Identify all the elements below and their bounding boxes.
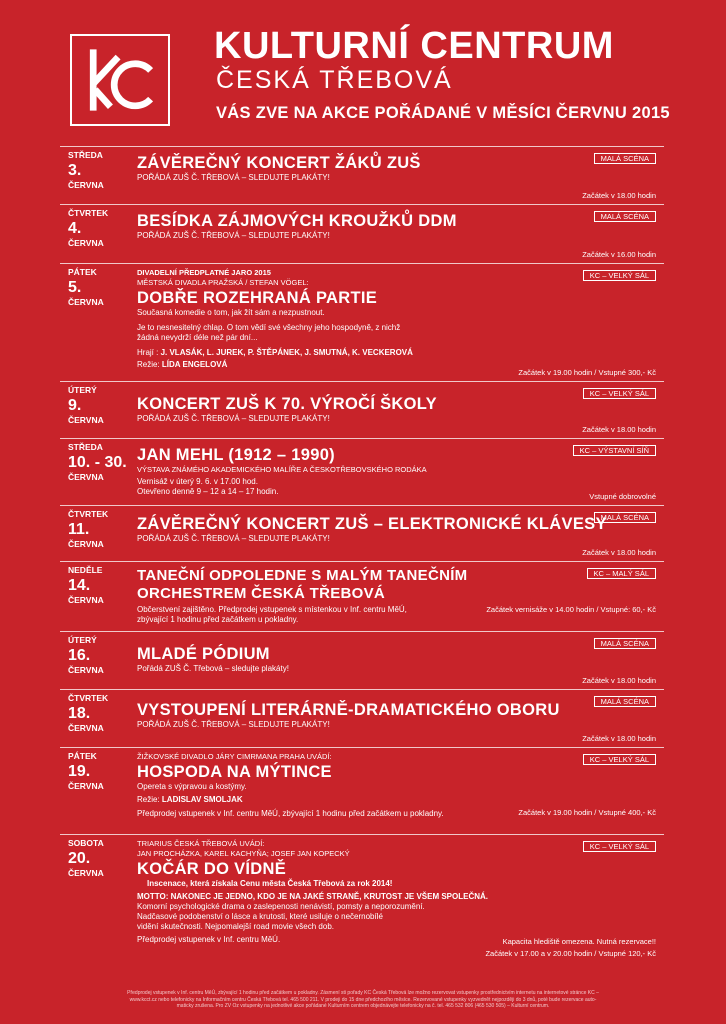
event-month: ČERVNA bbox=[68, 723, 104, 733]
venue-badge: KC – VELKÝ SÁL bbox=[583, 270, 656, 281]
event-description: Je to nesnesitelný chlap. O tom vědí své všechny jeho hospodyně, z nichž bbox=[137, 323, 401, 332]
event-time: Začátek v 19.00 hodin / Vstupné 400,- Kč bbox=[518, 808, 656, 817]
event-content bbox=[137, 211, 557, 241]
event-title: TANEČNÍ ODPOLEDNE S MALÝM TANEČNÍM bbox=[137, 567, 468, 584]
event-date bbox=[68, 208, 134, 249]
event-description: Otevřeno denně 9 – 12 a 14 – 17 hodin. bbox=[137, 487, 279, 496]
event-description: Opereta s výpravou a kostýmy. bbox=[137, 782, 247, 791]
event-number: 18. bbox=[68, 705, 91, 722]
event-item bbox=[60, 146, 664, 204]
event-item bbox=[60, 263, 664, 381]
event-time: Začátek vernisáže v 14.00 hodin / Vstupné: 60,- Kč bbox=[486, 605, 656, 614]
header bbox=[0, 0, 726, 140]
event-number: 14. bbox=[68, 577, 91, 594]
event-time: Začátek v 18.00 hodin bbox=[582, 191, 656, 200]
event-content bbox=[137, 567, 557, 625]
event-title-line2: ORCHESTREM ČESKÁ TŘEBOVÁ bbox=[137, 585, 386, 602]
event-info: POŘÁDÁ ZUŠ Č. TŘEBOVÁ – SLEDUJTE PLAKÁTY! bbox=[137, 720, 330, 729]
event-date bbox=[68, 442, 134, 483]
event-number: 10. - 30. bbox=[68, 454, 127, 471]
venue-badge: MALÁ SCÉNA bbox=[594, 512, 656, 523]
footer-note bbox=[80, 990, 646, 1010]
event-motto: MOTTO: NAKONEC JE JEDNO, KDO JE NA JAKÉ STRANĚ, KRUTOST JE VŠEM SPOLEČNÁ. bbox=[137, 892, 489, 901]
event-day: NEDĚLE bbox=[68, 565, 103, 575]
event-title: DOBŘE ROZEHRANÁ PARTIE bbox=[137, 289, 378, 307]
event-day: PÁTEK bbox=[68, 751, 97, 761]
director-label: Režie: bbox=[137, 795, 160, 804]
event-month: ČERVNA bbox=[68, 472, 104, 482]
event-authors: JAN PROCHÁZKA, KAREL KACHYŇA; JOSEF JAN KOPECKÝ bbox=[137, 849, 350, 858]
event-note: Kapacita hlediště omezena. Nutná rezervace!! bbox=[502, 937, 656, 946]
event-time: Začátek v 19.00 hodin / Vstupné 300,- Kč bbox=[518, 368, 656, 377]
event-series: DIVADELNÍ PŘEDPLATNÉ JARO 2015 bbox=[137, 268, 271, 277]
event-month: ČERVNA bbox=[68, 180, 104, 190]
footer-line: Předprodej vstupenek v Inf. centru MěÚ, zbývající 1 hodinu před začátkem u pokladny. Zásmení sti pořady KC Česká Třebová lze možno rezervovat vstupenky prostřednictvím internetu na internetové stránce KC – bbox=[127, 990, 599, 996]
event-time: Začátek v 16.00 hodin bbox=[582, 250, 656, 259]
event-title: KONCERT ZUŠ K 70. VÝROČÍ ŠKOLY bbox=[137, 395, 437, 413]
cast-label: Hrají : bbox=[137, 348, 159, 357]
event-description: Nadčasové podobenství o lásce a krutosti, které usiluje o nečernobílé bbox=[137, 912, 383, 921]
event-date bbox=[68, 751, 134, 792]
event-title: JAN MEHL (1912 – 1990) bbox=[137, 446, 335, 464]
event-admission: Vstupné dobrovolné bbox=[589, 492, 656, 501]
footer-line: www.kcct.cz nebo telefonicky na Informačním centru Česká Třebová tel. 465 500 211. V prodeji do 15 dne předchozího měsíce. Rezervované vstupenky vyzvednět nejpozději do 3 dnů, poté bude rezervace auto- bbox=[129, 996, 597, 1003]
event-month: ČERVNA bbox=[68, 665, 104, 675]
event-item bbox=[60, 505, 664, 561]
event-month: ČERVNA bbox=[68, 868, 104, 878]
event-item bbox=[60, 561, 664, 631]
event-content bbox=[137, 839, 557, 945]
event-day: PÁTEK bbox=[68, 267, 97, 277]
event-info: VÝSTAVA ZNÁMÉHO AKADEMICKÉHO MALÍŘE A ČESKOTŘEBOVSKÉHO RODÁKA bbox=[137, 465, 427, 474]
venue-badge: KC – VÝSTAVNÍ SÍŇ bbox=[573, 445, 656, 456]
event-description: Předprodej vstupenek v Inf. centru MěÚ, zbývající 1 hodinu před začátkem u pokladny. bbox=[137, 809, 444, 818]
director-name: LADISLAV SMOLJAK bbox=[161, 795, 243, 804]
event-month: ČERVNA bbox=[68, 297, 104, 307]
event-number: 3. bbox=[68, 162, 82, 179]
event-description: Vernisáž v úterý 9. 6. v 17.00 hod. bbox=[137, 477, 258, 486]
event-description: Občerstvení zajištěno. Předprodej vstupenek s místenkou v Inf. centru MěÚ, bbox=[137, 605, 407, 614]
event-info: POŘÁDÁ ZUŠ Č. TŘEBOVÁ – SLEDUJTE PLAKÁTY! bbox=[137, 231, 330, 240]
event-info: POŘÁDÁ ZUŠ Č. TŘEBOVÁ – SLEDUJTE PLAKÁTY! bbox=[137, 173, 330, 182]
event-presenter: ŽIŽKOVSKÉ DIVADLO JÁRY CIMRMANA PRAHA UVÁDÍ: bbox=[137, 752, 332, 761]
invitation-line: VÁS ZVE NA AKCE POŘÁDANÉ V MĚSÍCI ČERVNU 2015 bbox=[216, 104, 670, 122]
event-director bbox=[137, 795, 557, 805]
event-month: ČERVNA bbox=[68, 781, 104, 791]
event-title: HOSPODA NA MÝTINCE bbox=[137, 763, 332, 781]
event-title: VYSTOUPENÍ LITERÁRNĚ-DRAMATICKÉHO OBORU bbox=[137, 701, 560, 719]
event-info: POŘÁDÁ ZUŠ Č. TŘEBOVÁ – SLEDUJTE PLAKÁTY! bbox=[137, 534, 330, 543]
event-time: Začátek v 18.00 hodin bbox=[582, 425, 656, 434]
event-day: ČTVRTEK bbox=[68, 509, 109, 519]
event-description: žádná nevydrží déle než pár dní... bbox=[137, 333, 258, 342]
venue-badge: KC – VELKÝ SÁL bbox=[583, 841, 656, 852]
event-number: 11. bbox=[68, 521, 90, 538]
event-date bbox=[68, 267, 134, 308]
venue-badge: MALÁ SCÉNA bbox=[594, 696, 656, 707]
event-date bbox=[68, 565, 134, 606]
event-month: ČERVNA bbox=[68, 595, 104, 605]
event-director bbox=[137, 360, 557, 370]
event-date bbox=[68, 635, 134, 676]
event-number: 19. bbox=[68, 763, 91, 780]
event-day: STŘEDA bbox=[68, 442, 103, 452]
event-description: Předprodej vstupenek v Inf. centru MěÚ. bbox=[137, 935, 281, 944]
event-cast bbox=[137, 348, 557, 358]
event-item bbox=[60, 381, 664, 438]
event-date bbox=[68, 150, 134, 191]
page-title: KULTURNÍ CENTRUM bbox=[214, 25, 614, 67]
event-title: MLADÉ PÓDIUM bbox=[137, 645, 270, 663]
cast-names: J. VLASÁK, L. JUREK, P. ŠTĚPÁNEK, J. SMUTNÁ, K. VECKEROVÁ bbox=[160, 348, 413, 357]
event-presenter: MĚSTSKÁ DIVADLA PRAŽSKÁ / STEFAN VÖGEL: bbox=[137, 278, 309, 287]
event-content bbox=[137, 514, 607, 544]
event-item bbox=[60, 689, 664, 747]
event-description: zbývající 1 hodinu před začátkem u pokladny. bbox=[137, 615, 299, 624]
event-number: 16. bbox=[68, 647, 91, 664]
event-content bbox=[137, 700, 560, 730]
kc-logo bbox=[70, 34, 170, 126]
event-day: ČTVRTEK bbox=[68, 208, 109, 218]
event-info: POŘÁDÁ ZUŠ Č. TŘEBOVÁ – SLEDUJTE PLAKÁTY! bbox=[137, 414, 330, 423]
event-day: ÚTERÝ bbox=[68, 385, 97, 395]
event-month: ČERVNA bbox=[68, 539, 104, 549]
event-month: ČERVNA bbox=[68, 415, 104, 425]
event-item bbox=[60, 747, 664, 834]
event-title: ZÁVĚREČNÝ KONCERT ZUŠ – ELEKTRONICKÉ KLÁVESY bbox=[137, 515, 607, 533]
event-date bbox=[68, 385, 134, 426]
event-day: ČTVRTEK bbox=[68, 693, 109, 703]
event-date bbox=[68, 693, 134, 734]
event-content bbox=[137, 644, 557, 674]
venue-badge: MALÁ SCÉNA bbox=[594, 638, 656, 649]
event-content bbox=[137, 268, 557, 370]
venue-badge: MALÁ SCÉNA bbox=[594, 153, 656, 164]
event-award: Inscenace, která získala Cenu města Česká Třebová za rok 2014! bbox=[147, 879, 393, 888]
event-item bbox=[60, 204, 664, 263]
director-label: Režie: bbox=[137, 360, 160, 369]
event-day: ÚTERÝ bbox=[68, 635, 97, 645]
event-description: Současná komedie o tom, jak žít sám a nezpustnout. bbox=[137, 308, 325, 317]
event-content bbox=[137, 394, 557, 424]
event-content bbox=[137, 445, 557, 497]
kc-logo-icon bbox=[72, 36, 168, 124]
venue-badge: MALÁ SCÉNA bbox=[594, 211, 656, 222]
event-time: Začátek v 17.00 a v 20.00 hodin / Vstupné 120,- Kč bbox=[485, 949, 656, 958]
event-item bbox=[60, 631, 664, 689]
event-date bbox=[68, 838, 134, 879]
event-description: Komorní psychologické drama o zaslepenosti nenávistí, pomsty a neporozumění. bbox=[137, 902, 425, 911]
event-time: Začátek v 18.00 hodin bbox=[582, 676, 656, 685]
event-info: Pořádá ZUŠ Č. Třebová – sledujte plakáty! bbox=[137, 664, 289, 673]
event-day: SOBOTA bbox=[68, 838, 104, 848]
event-content bbox=[137, 752, 557, 819]
event-number: 4. bbox=[68, 220, 82, 237]
event-item bbox=[60, 834, 664, 962]
event-number: 20. bbox=[68, 850, 91, 867]
page-subtitle: ČESKÁ TŘEBOVÁ bbox=[216, 66, 453, 94]
event-time: Začátek v 18.00 hodin bbox=[582, 548, 656, 557]
event-title: BESÍDKA ZÁJMOVÝCH KROUŽKŮ DDM bbox=[137, 212, 457, 230]
event-month: ČERVNA bbox=[68, 238, 104, 248]
event-description: vidění skutečnosti. Nejpomalejší road movie všech dob. bbox=[137, 922, 334, 931]
footer-line: maticky zrušena. Pro ZV Oz vstupenky na jednotlivé akce pořádané Kulturním centrem objednávejte telefonicky na č. tel. 465 532 806 (465 530 505) – Kulturní centrum. bbox=[176, 1003, 550, 1009]
event-presenter: TRIARIUS ČESKÁ TŘEBOVÁ UVÁDÍ: bbox=[137, 839, 265, 848]
event-title: ZÁVĚREČNÝ KONCERT ŽÁKŮ ZUŠ bbox=[137, 154, 421, 172]
event-time: Začátek v 18.00 hodin bbox=[582, 734, 656, 743]
event-number: 5. bbox=[68, 279, 82, 296]
venue-badge: KC – VELKÝ SÁL bbox=[583, 388, 656, 399]
venue-badge: KC – MALÝ SÁL bbox=[587, 568, 656, 579]
event-day: STŘEDA bbox=[68, 150, 103, 160]
director-name: LÍDA ENGELOVÁ bbox=[161, 360, 228, 369]
event-list bbox=[60, 146, 664, 962]
venue-badge: KC – VELKÝ SÁL bbox=[583, 754, 656, 765]
event-date bbox=[68, 509, 134, 550]
event-number: 9. bbox=[68, 397, 82, 414]
event-title: KOČÁR DO VÍDNĚ bbox=[137, 860, 287, 878]
event-item bbox=[60, 438, 664, 505]
event-content bbox=[137, 153, 557, 183]
